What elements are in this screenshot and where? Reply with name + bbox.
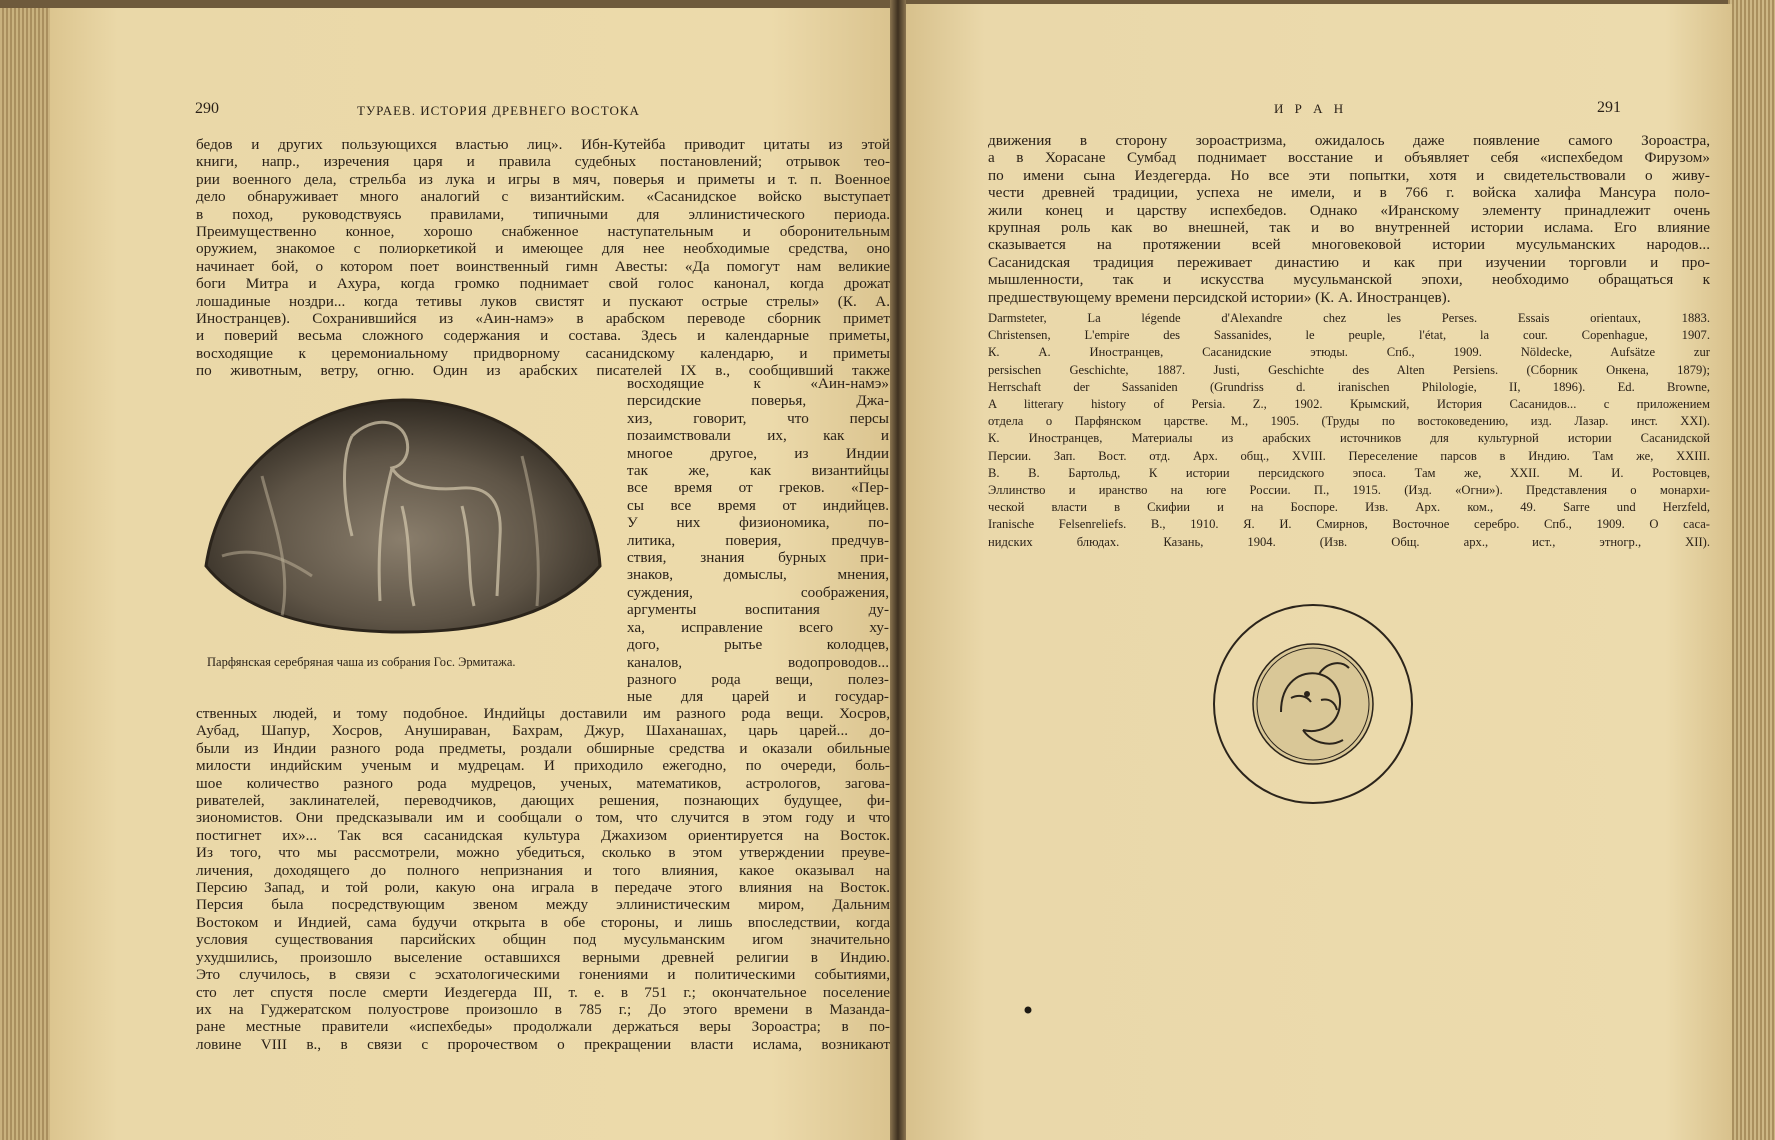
page-edges-right <box>1728 0 1775 1140</box>
text-line: книги, напр., изречения царя и правила судебных постановлений; отрывок тео- <box>196 153 890 171</box>
seal-image <box>1211 602 1415 806</box>
text-line: A litterary history of Persia. Z., 1902. Крымский, История Сасанидов... с приложением <box>988 397 1710 412</box>
text-line: разного рода вещи, полез- <box>627 670 889 688</box>
text-line: движения в сторону зороастризма, ожидалось даже появление самого Зороастра, <box>988 132 1710 149</box>
text-line: ные для царей и государ- <box>627 688 889 706</box>
text-line: ха, исправление всего ху- <box>627 618 889 636</box>
ink-spot <box>1022 1004 1034 1016</box>
left-running-header: ТУРАЕВ. ИСТОРИЯ ДРЕВНЕГО ВОСТОКА <box>357 103 640 118</box>
text-line: Персия была посредствующим звеном между эллинистическим миром, Дальним <box>196 896 890 914</box>
text-line: все время от греков. «Пер- <box>627 479 889 497</box>
text-line: ухудшились, произошло выселение оставшихся верными древней религии в Индию. <box>196 948 890 966</box>
text-line: рии военного дела, стрельба из лука и игры в мяч, поверья и приметы и т. п. Военное <box>196 170 890 188</box>
text-line: бедов и других пользующихся властью лиц». Ибн-Кутейба приводит цитаты из этой <box>196 136 890 153</box>
text-line: каналов, водопроводов... <box>627 653 889 671</box>
text-line: Иностранцев). Сохранившийся из «Аин-намэ» в арабском переводе сборник примет <box>196 310 890 328</box>
left-body-bottom <box>196 705 890 1053</box>
text-line: лошадиные ноздри... когда тетивы луков свистят и пускают острые стрелы» (К. А. <box>196 292 890 310</box>
text-line: шое количество разного рода мудрецов, ученых, математиков, астрологов, загова- <box>196 774 890 792</box>
text-line: по животным, ветру, огню. Один из арабских писателей IX в., сообщивший также <box>196 362 890 380</box>
text-line: оружием, знакомое с полиоркетикой и имеющее для нее необходимые средства, оно <box>196 240 890 258</box>
text-line: ческой власти в Скифии и на Боспоре. Изв. Арх. ком., 49. Sarre und Herzfeld, <box>988 500 1710 515</box>
text-line: Эллинство и иранство на юге России. П., 1915. (Изд. «Огни»). Представления о монархи- <box>988 483 1710 498</box>
text-line: мышленности, так и искусства мусульманской эпохи, необходимо обращаться к <box>988 271 1710 289</box>
text-line: Это случилось, в связи с эсхатологическими гонениями и политическими событиями, <box>196 966 890 984</box>
left-page <box>50 8 898 1140</box>
text-line: литика, поверия, предчув- <box>627 531 889 549</box>
left-body-side <box>627 375 889 706</box>
text-line: и поверий весьма сложного содержания и состава. Здесь и календарные приметы, <box>196 327 890 345</box>
text-line: сы все время от индийцев. <box>627 496 889 514</box>
text-line: аргументы воспитания ду- <box>627 601 889 619</box>
left-body-top <box>196 136 890 380</box>
right-page <box>902 4 1732 1140</box>
text-line: сто лет спустя после смерти Иездегерда III, т. е. в 751 г.; окончательное поселение <box>196 983 890 1001</box>
text-line: Преимущественно конное, хорошо снабженное наступательным и оборонительным <box>196 223 890 241</box>
text-line: знаков, домыслы, мнения, <box>627 566 889 584</box>
text-line: Herrschaft der Sassaniden (Grundriss d. iranischen Philologie, II, 1896). Ed. Browne, <box>988 379 1710 394</box>
text-line: милости индийским ученым и мудрецам. И приходило ежегодно, по очереди, боль- <box>196 757 890 775</box>
text-line: условия существования парсийских общин под мусульманским игом значительно <box>196 931 890 949</box>
text-line: ривателей, заклинателей, переводчиков, дающих решения, познающих будущее, фи- <box>196 792 890 810</box>
book-gutter <box>890 0 906 1140</box>
text-line: начинает бой, о котором поет воинственный гимн Авесты: «Да помогут нам великие <box>196 257 890 275</box>
text-line: в поход, руководствуясь правилами, типичными для эллинистического периода. <box>196 205 890 223</box>
right-page-number: 291 <box>1597 99 1621 116</box>
text-line: отдела о Парфянском царстве. М., 1905. (Труды по востоковедению, изд. Лазар. инст. XXI). <box>988 414 1710 429</box>
bibliography <box>988 310 1710 551</box>
text-line: суждения, соображения, <box>627 583 889 601</box>
figure-caption: Парфянская серебряная чаша из собрания Гос. Эрмитажа. <box>207 655 516 669</box>
text-line: нидских блюдах. Казань, 1904. (Изв. Общ. арх., ист., этногр., XII). <box>988 534 1710 549</box>
text-line: были из Индии разного рода предметы, роздали обширные средства и оказали обильные <box>196 739 890 757</box>
text-line: Christensen, L'empire des Sassanides, le peuple, l'état, la cour. Copenhague, 1907. <box>988 328 1710 343</box>
text-line: чести древней традиции, успеха не имели, и в 766 г. войска халифа Мансура поло- <box>988 184 1710 202</box>
text-line: В. В. Бартольд, К истории персидского эпоса. Там же, XXII. М. И. Ростовцев, <box>988 465 1710 480</box>
text-line: дело обнаруживает много аналогий с византийским. «Сасанидское войско выступает <box>196 188 890 206</box>
text-line: персидские поверья, Джа- <box>627 392 889 410</box>
text-line: К. А. Иностранцев, Сасанидские этюды. Спб., 1909. Nöldecke, Aufsätze zur <box>988 345 1710 360</box>
right-body-top <box>988 132 1710 306</box>
text-line: ловине VIII в., в связи с пророчеством о прекращении власти ислама, возникают <box>196 1035 890 1053</box>
parthian-bowl-image <box>202 396 604 636</box>
text-line: крупная роль как во внешней, так и во внутренней истории ислама. Его влияние <box>988 219 1710 237</box>
text-line: Востоком и Индией, сама будучи открыта в обе стороны, и лишь впоследствии, когда <box>196 913 890 931</box>
text-line: восходящие к «Аин-намэ» <box>627 375 889 392</box>
text-line: ране местные правители «испехбеды» продолжали держаться веры Зороастра; в по- <box>196 1018 890 1036</box>
text-line: Персии. Зап. Вост. отд. Арх. общ., XVIII. Переселение парсов в Индию. Там же, XXIII. <box>988 448 1710 463</box>
text-line: Аубад, Шапур, Хосров, Анушираван, Бахрам, Джур, Шаханашах, царь царей... до- <box>196 722 890 740</box>
text-line: дого, рытье колодцев, <box>627 636 889 654</box>
text-line: позаимствовали их, как и <box>627 427 889 445</box>
left-page-number: 290 <box>195 100 219 117</box>
right-running-header: И Р А Н <box>1274 101 1348 116</box>
text-line: так же, как византийцы <box>627 462 889 480</box>
text-line: Сасанидская традиция переживает династию и как при изучении торговли и про- <box>988 253 1710 271</box>
text-line: persischen Geschichte, 1887. Justi, Geschichte des Alten Persiens. (Сборник Онкена, 1879); <box>988 362 1710 377</box>
text-line: Iranische Felsenreliefs. В., 1910. Я. И. Смирнов, Восточное серебро. Спб., 1909. О саса- <box>988 517 1710 532</box>
text-line: многое другое, из Индии <box>627 444 889 462</box>
text-line: Darmsteter, La légende d'Alexandre chez les Perses. Essais orientaux, 1883. <box>988 311 1710 325</box>
text-line: Персию Запад, и той роли, какую она играла в передаче этого влияния на Восток. <box>196 879 890 897</box>
text-line: постигнет их»... Так вся сасанидская культура Джахизом ориентируется на Восток. <box>196 826 890 844</box>
text-line: сказывается на протяжении всей многовековой истории мусульманских народов... <box>988 236 1710 254</box>
text-line: хиз, говорит, что персы <box>627 409 889 427</box>
text-line: их на Гуджератском полуострове произошло в 785 г.; До этого времени в Мазанда- <box>196 1000 890 1018</box>
text-line: Из того, что мы рассмотрели, можно убедиться, сколько в этом утверждении преуве- <box>196 844 890 862</box>
text-line: предшествующему времени персидской истории» (К. А. Иностранцев). <box>988 288 1451 306</box>
text-line: ственных людей, и тому подобное. Индийцы доставили им разного рода вещи. Хосров, <box>196 705 890 722</box>
text-line: по имени сына Иездегерда. Но все эти попытки, хотя и свидетельствовали о живу- <box>988 166 1710 184</box>
text-line: жили конец и царству испехбедов. Однако «Иранскому элементу принадлежит очень <box>988 201 1710 219</box>
text-line: восходящие к церемониальному придворному сасанидскому календарю, и приметы <box>196 344 890 362</box>
text-line: а в Хорасане Сумбад поднимает восстание и объявляет себя «испехбедом Фирузом» <box>988 149 1710 167</box>
text-line: К. Иностранцев, Материалы из арабских источников для культурной истории Сасанидской <box>988 431 1710 446</box>
text-line: зиономистов. Они предсказывали им и сообщали о том, что случится в этом году и что <box>196 809 890 827</box>
text-line: личения, доходящего до полного непризнания и того влияния, какое оказывал на <box>196 861 890 879</box>
text-line: У них физиономика, по- <box>627 514 889 532</box>
text-line: боги Митра и Ахура, когда громко поднимает свой голос канонал, когда дрожат <box>196 275 890 293</box>
text-line: ствия, знания бурных при- <box>627 549 889 567</box>
